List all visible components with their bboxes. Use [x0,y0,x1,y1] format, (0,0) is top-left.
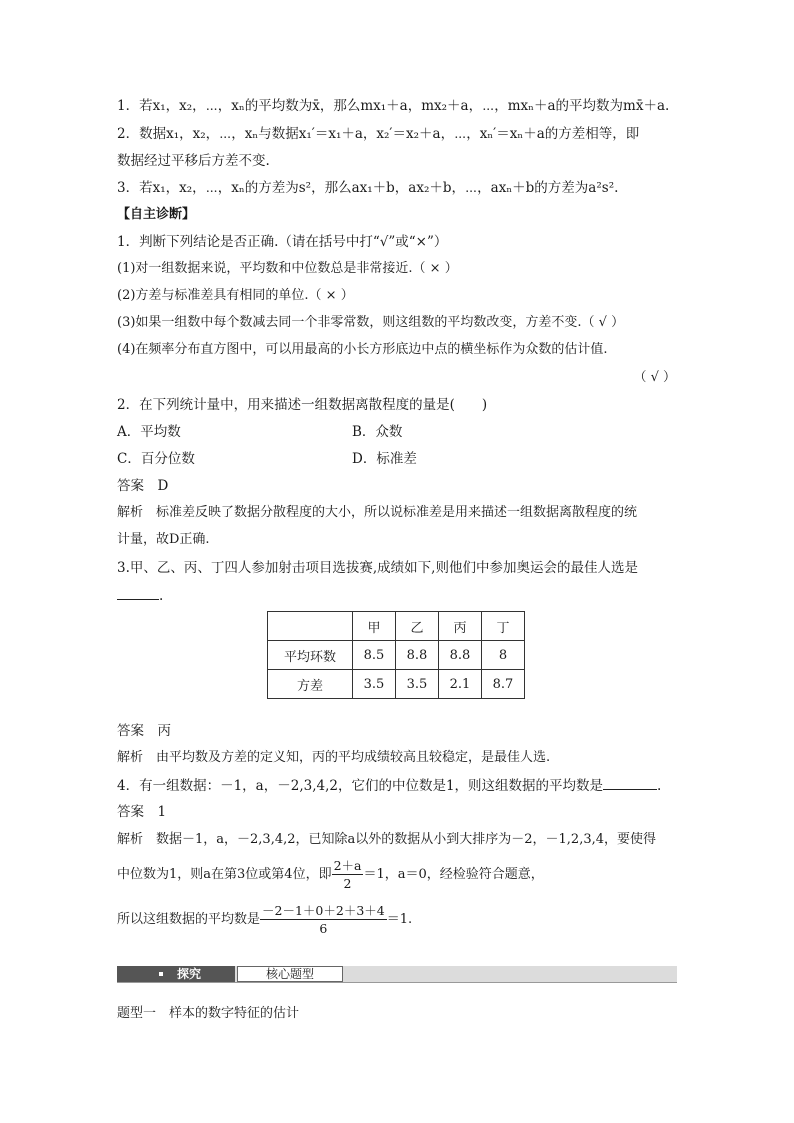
table-cell: 8 [482,641,525,670]
square-bullet-icon [159,972,163,976]
table-cell: 丁 [482,612,525,641]
q3-stem-end: . [117,585,163,606]
table-cell: 甲 [353,612,396,641]
q3-analysis: 解析 由平均数及方差的定义知，丙的平均成绩较高且较稳定，是最佳人选. [117,750,551,765]
table-cell: 平均环数 [268,641,353,670]
q4-stem: 4．有一组数据：－1，a，－2,3,4,2，它们的中位数是1，则这组数据的平均数是 . [117,775,661,796]
banner-dark-tab: 探究 [117,966,235,982]
banner-light-tab: 核心题型 [237,966,343,982]
property-2: 2．数据x₁，x₂，⋯，xₙ与数据x₁′＝x₁＋a，x₂′＝x₂＋a，⋯，xₙ′＝xₙ＋a的方差相等，即 [117,126,640,142]
q4-analysis-3: 所以这组数据的平均数是 $\frac{-2-1+0+2+3+4}{6}$ ＝1. [117,903,413,936]
q3-answer: 答案 丙 [117,723,171,739]
q2-option-b: B．众数 [352,424,403,440]
q2-option-a: A．平均数 [117,424,181,440]
fraction: $\frac{-2-1+0+2+3+4}{6}$ [262,903,385,936]
table-cell: 8.8 [439,641,482,670]
q3-stem: 3.甲、乙、丙、丁四人参加射击项目选拔赛,成绩如下,则他们中参加奥运会的最佳人选是 [117,560,638,576]
table-header-row [268,612,525,641]
q1-item-2: (2)方差与标准差具有相同的单位.（ × ） [117,288,354,303]
q1-item-4-mark: （ √ ） [633,370,676,385]
q4-answer: 答案 1 [117,804,167,820]
section-label: 【自主诊断】 [117,207,196,222]
table-cell: 3.5 [353,670,396,699]
fraction: $\frac{2+a}{2}$ [333,858,362,891]
table-cell: 8.7 [482,670,525,699]
table-row [268,670,525,699]
table-row [268,641,525,670]
table-cell [268,612,353,641]
answer-blank [117,585,159,600]
table-cell: 3.5 [396,670,439,699]
property-2-cont: 数据经过平移后方差不变. [117,153,270,169]
type-heading: 题型一 样本的数字特征的估计 [117,1006,300,1021]
table-cell: 乙 [396,612,439,641]
answer-blank [603,775,657,790]
q1-item-1: (1)对一组数据来说，平均数和中位数总是非常接近.（ × ） [117,261,458,276]
table-cell: 方差 [268,670,353,699]
q4-analysis-1: 解析 数据－1，a，－2,3,4,2，已知除a以外的数据从小到大排序为－2，－1,2,3,4，要使得 [117,832,657,847]
table-cell: 8.5 [353,641,396,670]
property-1: 1．若x₁，x₂，⋯，xₙ的平均数为x̄，那么mx₁＋a，mx₂＋a，⋯，mxₙ＋a的平均数为mx̄＋a. [117,98,670,114]
table-cell: 8.8 [396,641,439,670]
q2-option-c: C．百分位数 [117,451,195,467]
table-cell: 2.1 [439,670,482,699]
score-table [267,611,525,699]
q2-option-d: D．标准差 [352,451,417,467]
banner-rule [117,982,677,983]
q2-analysis-2: 计量，故D正确. [117,532,210,547]
property-3: 3．若x₁，x₂，⋯，xₙ的方差为s²，那么ax₁＋b，ax₂＋b，⋯，axₙ＋b的方差为a²s². [117,180,619,196]
q2-analysis-1: 解析 标准差反映了数据分散程度的大小，所以说标准差是用来描述一组数据离散程度的统 [117,505,638,520]
q1-item-3: (3)如果一组数中每个数减去同一个非零常数，则这组数的平均数改变，方差不变.（ √ ） [117,315,625,330]
q1-stem: 1．判断下列结论是否正确.（请在括号中打“√”或“×”） [117,234,448,250]
table-cell: 丙 [439,612,482,641]
q2-stem: 2．在下列统计量中，用来描述一组数据离散程度的量是( ) [117,397,488,413]
section-banner [117,966,677,982]
q2-answer: 答案 D [117,478,169,494]
q4-analysis-2: 中位数为1，则a在第3位或第4位，即 $\frac{2+a}{2}$ ＝1，a＝0，经检验符合题意， [117,858,544,891]
q1-item-4: (4)在频率分布直方图中，可以用最高的小长方形底边中点的横坐标作为众数的估计值. [117,342,608,357]
